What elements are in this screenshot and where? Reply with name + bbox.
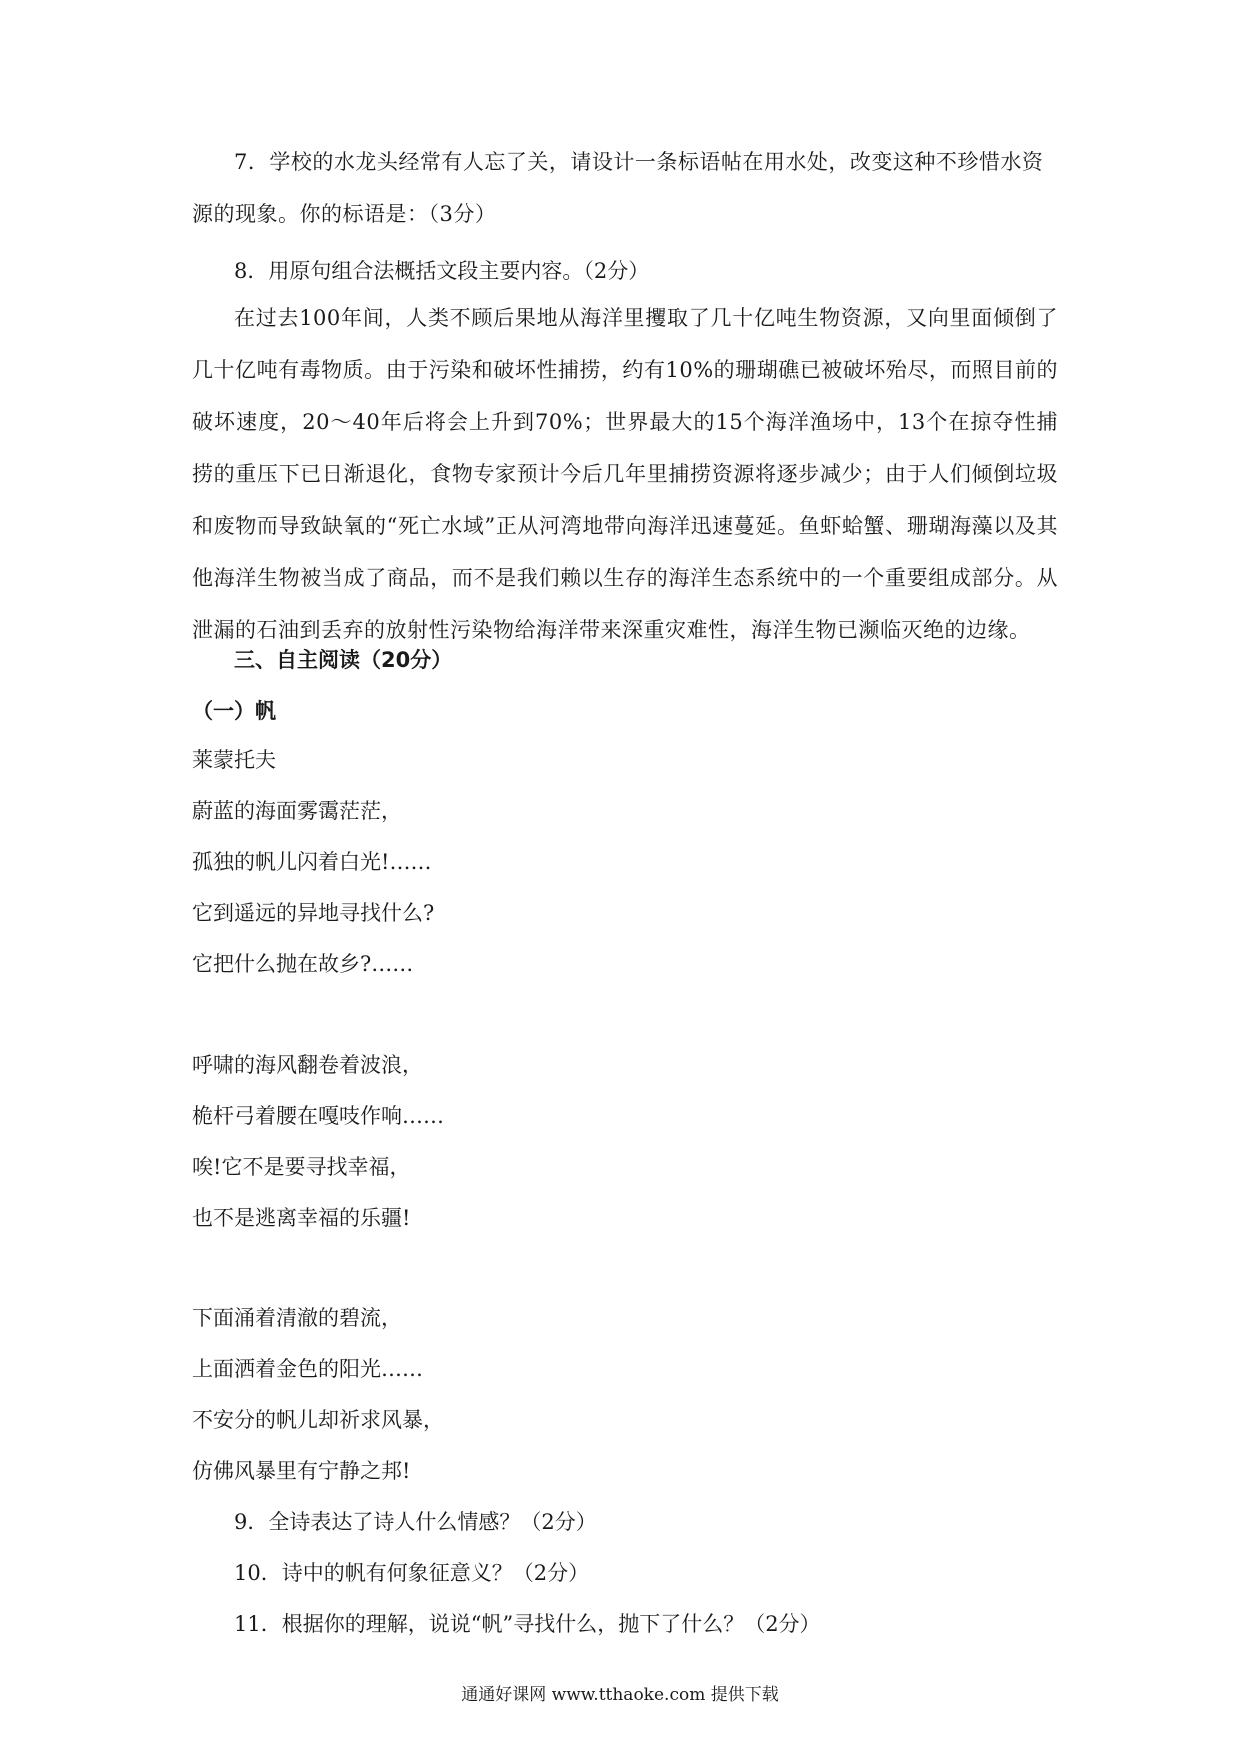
passage-text: 在过去100年间，人类不顾后果地从海洋里攫取了几十亿吨生物资源，又向里面倾倒了几十亿吨有毒物质。由于污染和破坏性捕捞，约有10%的珊瑚礁已被破坏殆尽，而照目前的破坏速度，20～40年后将会上升到70%；世界最大的15个海洋渔场中，13个在掠夺性捕捞的重压下已日渐退化，食物专家预计今后几年里捕捞资源将逐步减少；由于人们倾倒垃圾和废物而导致缺氧的“死亡水域”正从河湾地带向海洋迅速蔓延。鱼虾蛤蟹、珊瑚海藻以及其他海洋生物被当成了商品，而不是我们赖以生存的海洋生态系统中的一个重要组成部分。从泄漏的石油到丢弃的放射性污染物给海洋带来深重灾难性，海洋生物已濒临灭绝的边缘。 xyxy=(192,306,1058,642)
poem-line: 桅杆弓着腰在嘎吱作响…… xyxy=(192,1104,444,1128)
poem-line: 上面洒着金色的阳光…… xyxy=(192,1357,423,1381)
poem-line: 下面涌着清澈的碧流， xyxy=(192,1306,402,1330)
poem-line: 蔚蓝的海面雾霭茫茫， xyxy=(192,799,402,823)
poem-line: 不安分的帆儿却祈求风暴， xyxy=(192,1408,444,1432)
poem-line: 仿佛风暴里有宁静之邦! xyxy=(192,1459,411,1483)
question-9: 9．全诗表达了诗人什么情感？（2分） xyxy=(234,1510,597,1534)
poem-line: 孤独的帆儿闪着白光!…… xyxy=(192,850,432,874)
poem-line: 唉!它不是要寻找幸福， xyxy=(192,1155,411,1179)
question-8: 8．用原句组合法概括文段主要内容。（2分） xyxy=(234,259,650,283)
poem-line: 呼啸的海风翻卷着波浪， xyxy=(192,1053,423,1077)
question-11: 11．根据你的理解，说说“帆”寻找什么，抛下了什么？（2分） xyxy=(234,1612,821,1636)
poem-line: 它把什么抛在故乡?…… xyxy=(192,952,414,976)
poem-title: （一）帆 xyxy=(192,699,276,723)
question-7: 7．学校的水龙头经常有人忘了关，请设计一条标语帖在用水处，改变这种不珍惜水资源的现象。你的标语是：（3分） xyxy=(192,150,1044,226)
question-10: 10．诗中的帆有何象征意义？（2分） xyxy=(234,1561,590,1585)
section-heading: 三、自主阅读（20分） xyxy=(234,648,453,672)
footer-credit: 通通好课网 www.tthaoke.com 提供下载 xyxy=(461,1685,779,1705)
poem-author: 莱蒙托夫 xyxy=(192,748,276,772)
poem-line: 它到遥远的异地寻找什么? xyxy=(192,901,435,925)
poem-line: 也不是逃离幸福的乐疆! xyxy=(192,1206,411,1230)
